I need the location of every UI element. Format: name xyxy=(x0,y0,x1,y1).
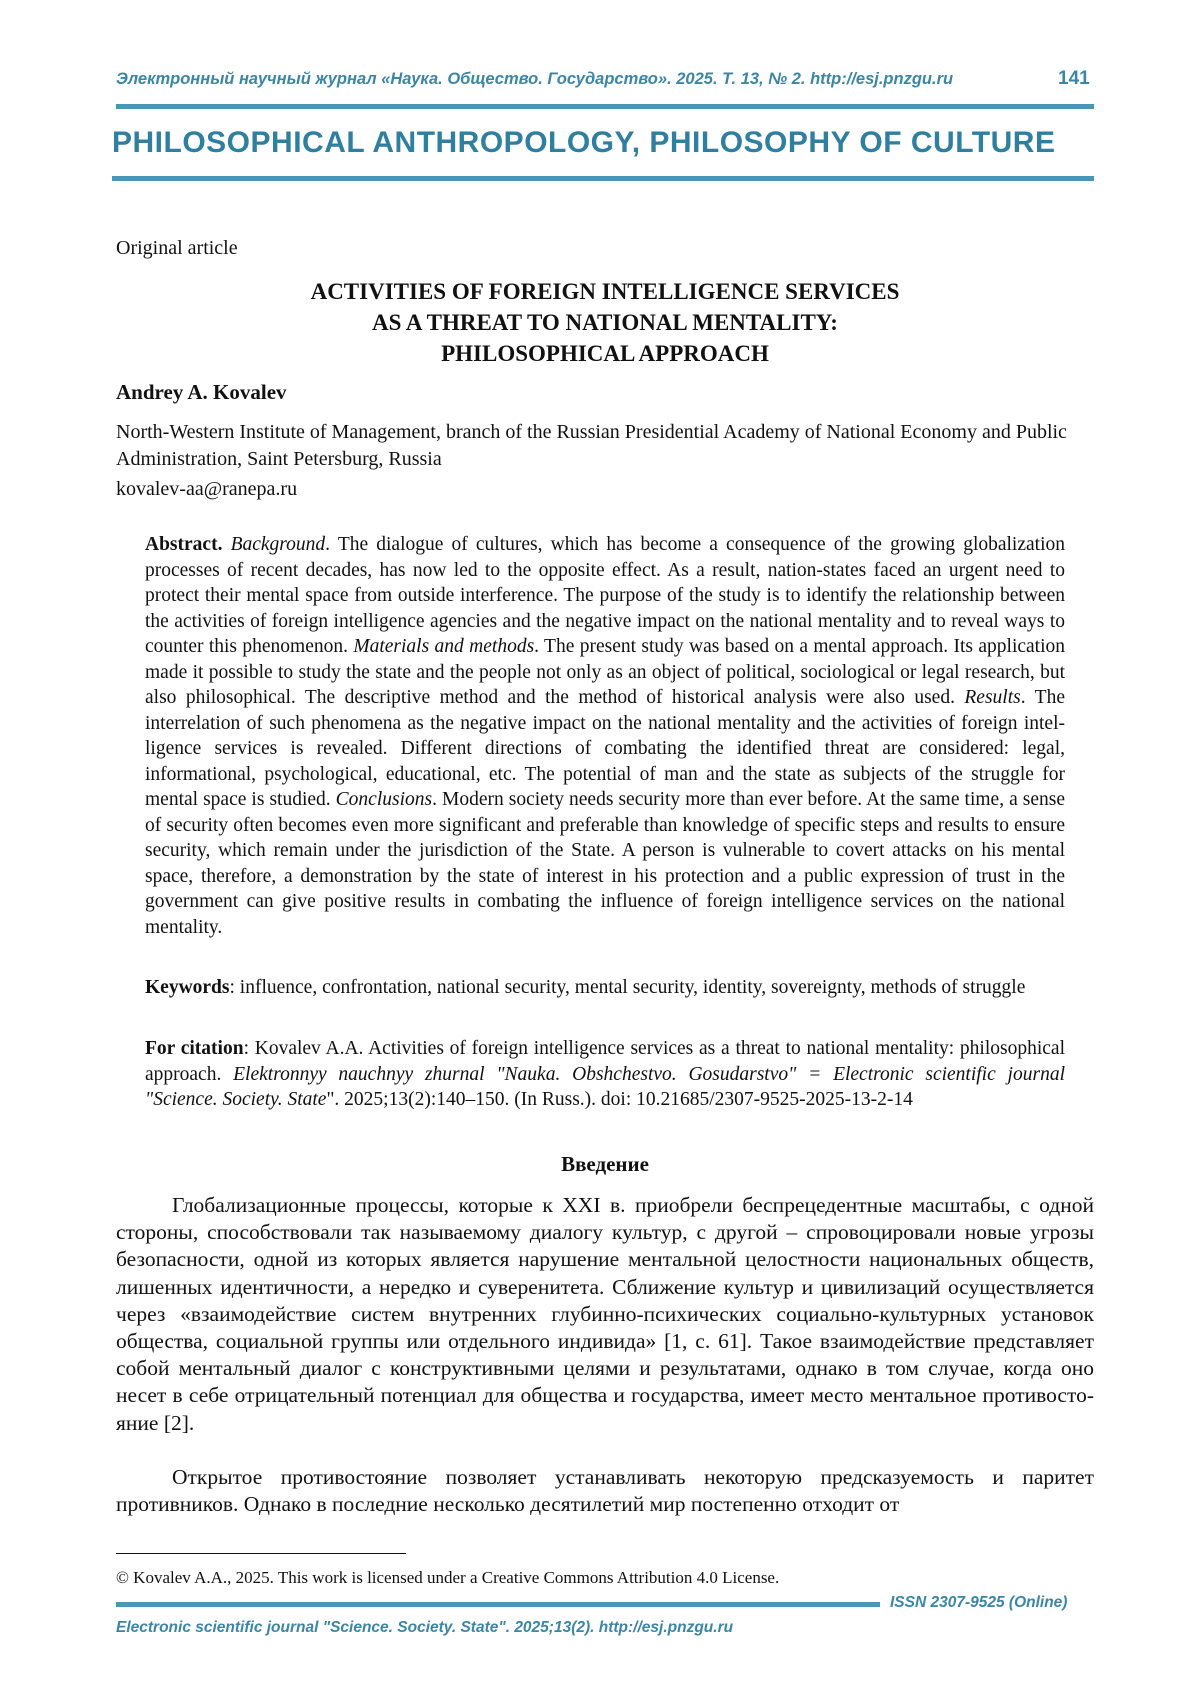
section-rule xyxy=(112,176,1094,181)
header-rule xyxy=(116,104,1094,109)
citation xyxy=(145,1036,1065,1113)
keywords-text: : influence, confrontation, national security, mental security, identity, sovereignty, methods of struggle xyxy=(229,977,1026,998)
citation-text-after: ". 2025;13(2):140–150. (In Russ.). doi: 10.21685/2307-9525-2025-13-2-14 xyxy=(326,1089,913,1110)
abstract xyxy=(145,532,1065,940)
footer-issn: ISSN 2307-9525 (Online) xyxy=(890,1594,1068,1611)
running-header-journal: Электронный научный журнал «Наука. Общество. Государство». 2025. Т. 13, № 2. http://esj.pnzgu.ru xyxy=(116,70,954,88)
footnote-rule xyxy=(116,1553,406,1554)
author-email[interactable]: kovalev-aa@ranepa.ru xyxy=(116,478,298,500)
abstract-conclusions-label: Conclusions xyxy=(335,789,433,810)
abstract-label: Abstract. xyxy=(145,534,223,555)
article-title xyxy=(116,276,1094,369)
footer-rule xyxy=(116,1602,880,1607)
author-name: Andrey A. Kovalev xyxy=(116,380,287,404)
keywords xyxy=(145,975,1065,1001)
section-title: PHILOSOPHICAL ANTHROPOLOGY, PHILOSOPHY OF CULTURE xyxy=(112,126,1056,159)
abstract-results-text: . The interrelation of such phenomena as the negative impact on the national mentality and the activities of foreign intelligence services is revealed. Different directions of combating the identified threat are considered: legal, informational, psychological, educational, etc. The potential of man and the state as subjects of the struggle for mental space is studied. xyxy=(145,687,1066,810)
keywords-label: Keywords xyxy=(145,977,230,998)
footer-journal: Electronic scientific journal "Science. Society. State". 2025;13(2). http://esj.pnzgu.ru xyxy=(116,1619,734,1636)
title-line: PHILOSOPHICAL APPROACH xyxy=(441,341,769,366)
abstract-background-label: Background xyxy=(230,534,326,555)
page-number: 141 xyxy=(1058,68,1090,89)
citation-label: For citation xyxy=(145,1038,244,1059)
intro-paragraph: Открытое противостояние позволяет устанавливать некоторую предсказуемость и паритет противников. Однако в последние несколько десятилетий мир постепенно отходит от xyxy=(116,1465,1094,1517)
article-type: Original article xyxy=(116,237,238,259)
citation-journal: Elektronnyy nauchnyy zhurnal "Nauka. Obshchestvo. Gosudarstvo" = Electronic scientific journal "Science. Society. State xyxy=(145,1063,1065,1110)
abstract-methods-label: Materials and methods xyxy=(353,636,535,657)
author-affiliation: North-Western Institute of Management, branch of the Russian Presidential Academy of National Economy and Public Administration, Saint Petersburg, Russia xyxy=(116,421,1067,470)
intro-heading: Введение xyxy=(561,1152,649,1176)
title-line: ACTIVITIES OF FOREIGN INTELLIGENCE SERVICES xyxy=(310,279,900,304)
citation-text-before: : Kovalev A.A. Activities of foreign intelligence services as a threat to national mentality: philosophical approach. xyxy=(145,1038,1066,1085)
intro-paragraph: Глобализационные процессы, которые к XXI в. приобрели беспрецедентные масштабы, с одной стороны, способствовали так называемому диалогу культур, с другой – спровоцировали новые угрозы безопасности, одной из которых является нарушение ментальной целостности национальных обществ, лишенных идентичности, а нередко и суверенитета. Сближение культур и цивилизаций осуществляется через «взаимодействие систем внутренних глубинно-психических социально-культурных установок общества, социальной группы или отдельного индивида» [1, с. 61]. Такое взаимодействие представляет собой ментальный диалог с конструктивными целями и результатами, однако в том случае, когда оно несет в себе отрицательный потенциал для общества и государства, имеет место ментальное противостояние [2]. xyxy=(116,1193,1094,1435)
abstract-results-label: Results xyxy=(964,687,1021,708)
abstract-conclusions-text: . Modern society needs security more than ever before. At the same time, a sense of security often becomes even more significant and preferable than knowledge of specific steps and results to ensure security, which remain under the jurisdiction of the State. A person is vulnerable to covert attacks on his mental space, therefore, a demonstration by the state of interest in his protection and a public expression of trust in the government can give positive results in combating the influence of foreign intelligence services on the national mentality. xyxy=(145,789,1066,938)
footnote-license: © Kovalev A.A., 2025. This work is licensed under a Creative Commons Attribution 4.0 License. xyxy=(116,1568,780,1587)
title-line: AS A THREAT TO NATIONAL MENTALITY: xyxy=(372,310,838,335)
abstract-methods-text: . The present study was based on a mental approach. Its application made it possible to study the state and the people not only as an object of political, sociological or legal research, but also philosophical. The descriptive method and the method of historical analysis were also used. xyxy=(145,636,1066,708)
abstract-background-text: . The dialogue of cultures, which has become a consequence of the growing globalization processes of recent decades, has now led to the opposite effect. As a result, nation-states faced an urgent need to protect their mental space from outside interference. The purpose of the study is to identify the relationship between the activities of foreign intelligence agencies and the negative impact on the national mentality and to reveal ways to counter this phenomenon. xyxy=(145,534,1065,657)
